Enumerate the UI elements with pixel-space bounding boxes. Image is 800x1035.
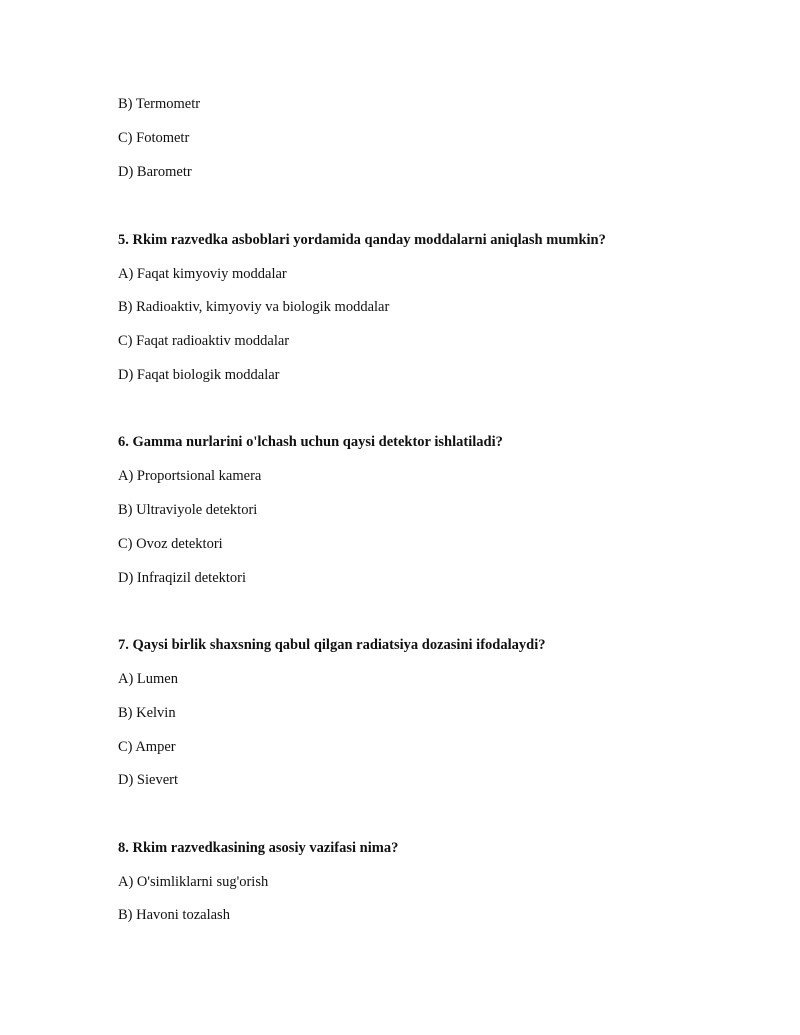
option-line: B) Radioaktiv, kimyoviy va biologik moddalar	[118, 299, 390, 315]
question-5-heading: 5. Rkim razvedka asboblari yordamida qanday moddalarni aniqlash mumkin?	[118, 232, 606, 248]
option-line: B) Termometr	[118, 96, 201, 112]
option-line: A) Faqat kimyoviy moddalar	[118, 266, 287, 282]
option-line: C) Ovoz detektori	[118, 536, 223, 552]
option-line: A) Proportsional kamera	[118, 468, 262, 484]
option-line: A) O'simliklarni sug'orish	[118, 874, 269, 890]
option-line: B) Havoni tozalash	[118, 907, 230, 923]
question-7-heading: 7. Qaysi birlik shaxsning qabul qilgan radiatsiya dozasini ifodalaydi?	[118, 637, 546, 653]
option-line: C) Fotometr	[118, 130, 190, 146]
option-line: B) Ultraviyole detektori	[118, 502, 258, 518]
question-8-heading: 8. Rkim razvedkasining asosiy vazifasi nima?	[118, 840, 399, 856]
option-line: B) Kelvin	[118, 705, 176, 721]
option-line: D) Sievert	[118, 772, 178, 788]
option-line: C) Faqat radioaktiv moddalar	[118, 333, 290, 349]
option-line: D) Infraqizil detektori	[118, 570, 247, 586]
option-line: D) Barometr	[118, 164, 192, 180]
option-line: C) Amper	[118, 739, 176, 755]
option-line: D) Faqat biologik moddalar	[118, 367, 280, 383]
option-line: A) Lumen	[118, 671, 178, 687]
question-6-heading: 6. Gamma nurlarini o'lchash uchun qaysi detektor ishlatiladi?	[118, 434, 503, 450]
